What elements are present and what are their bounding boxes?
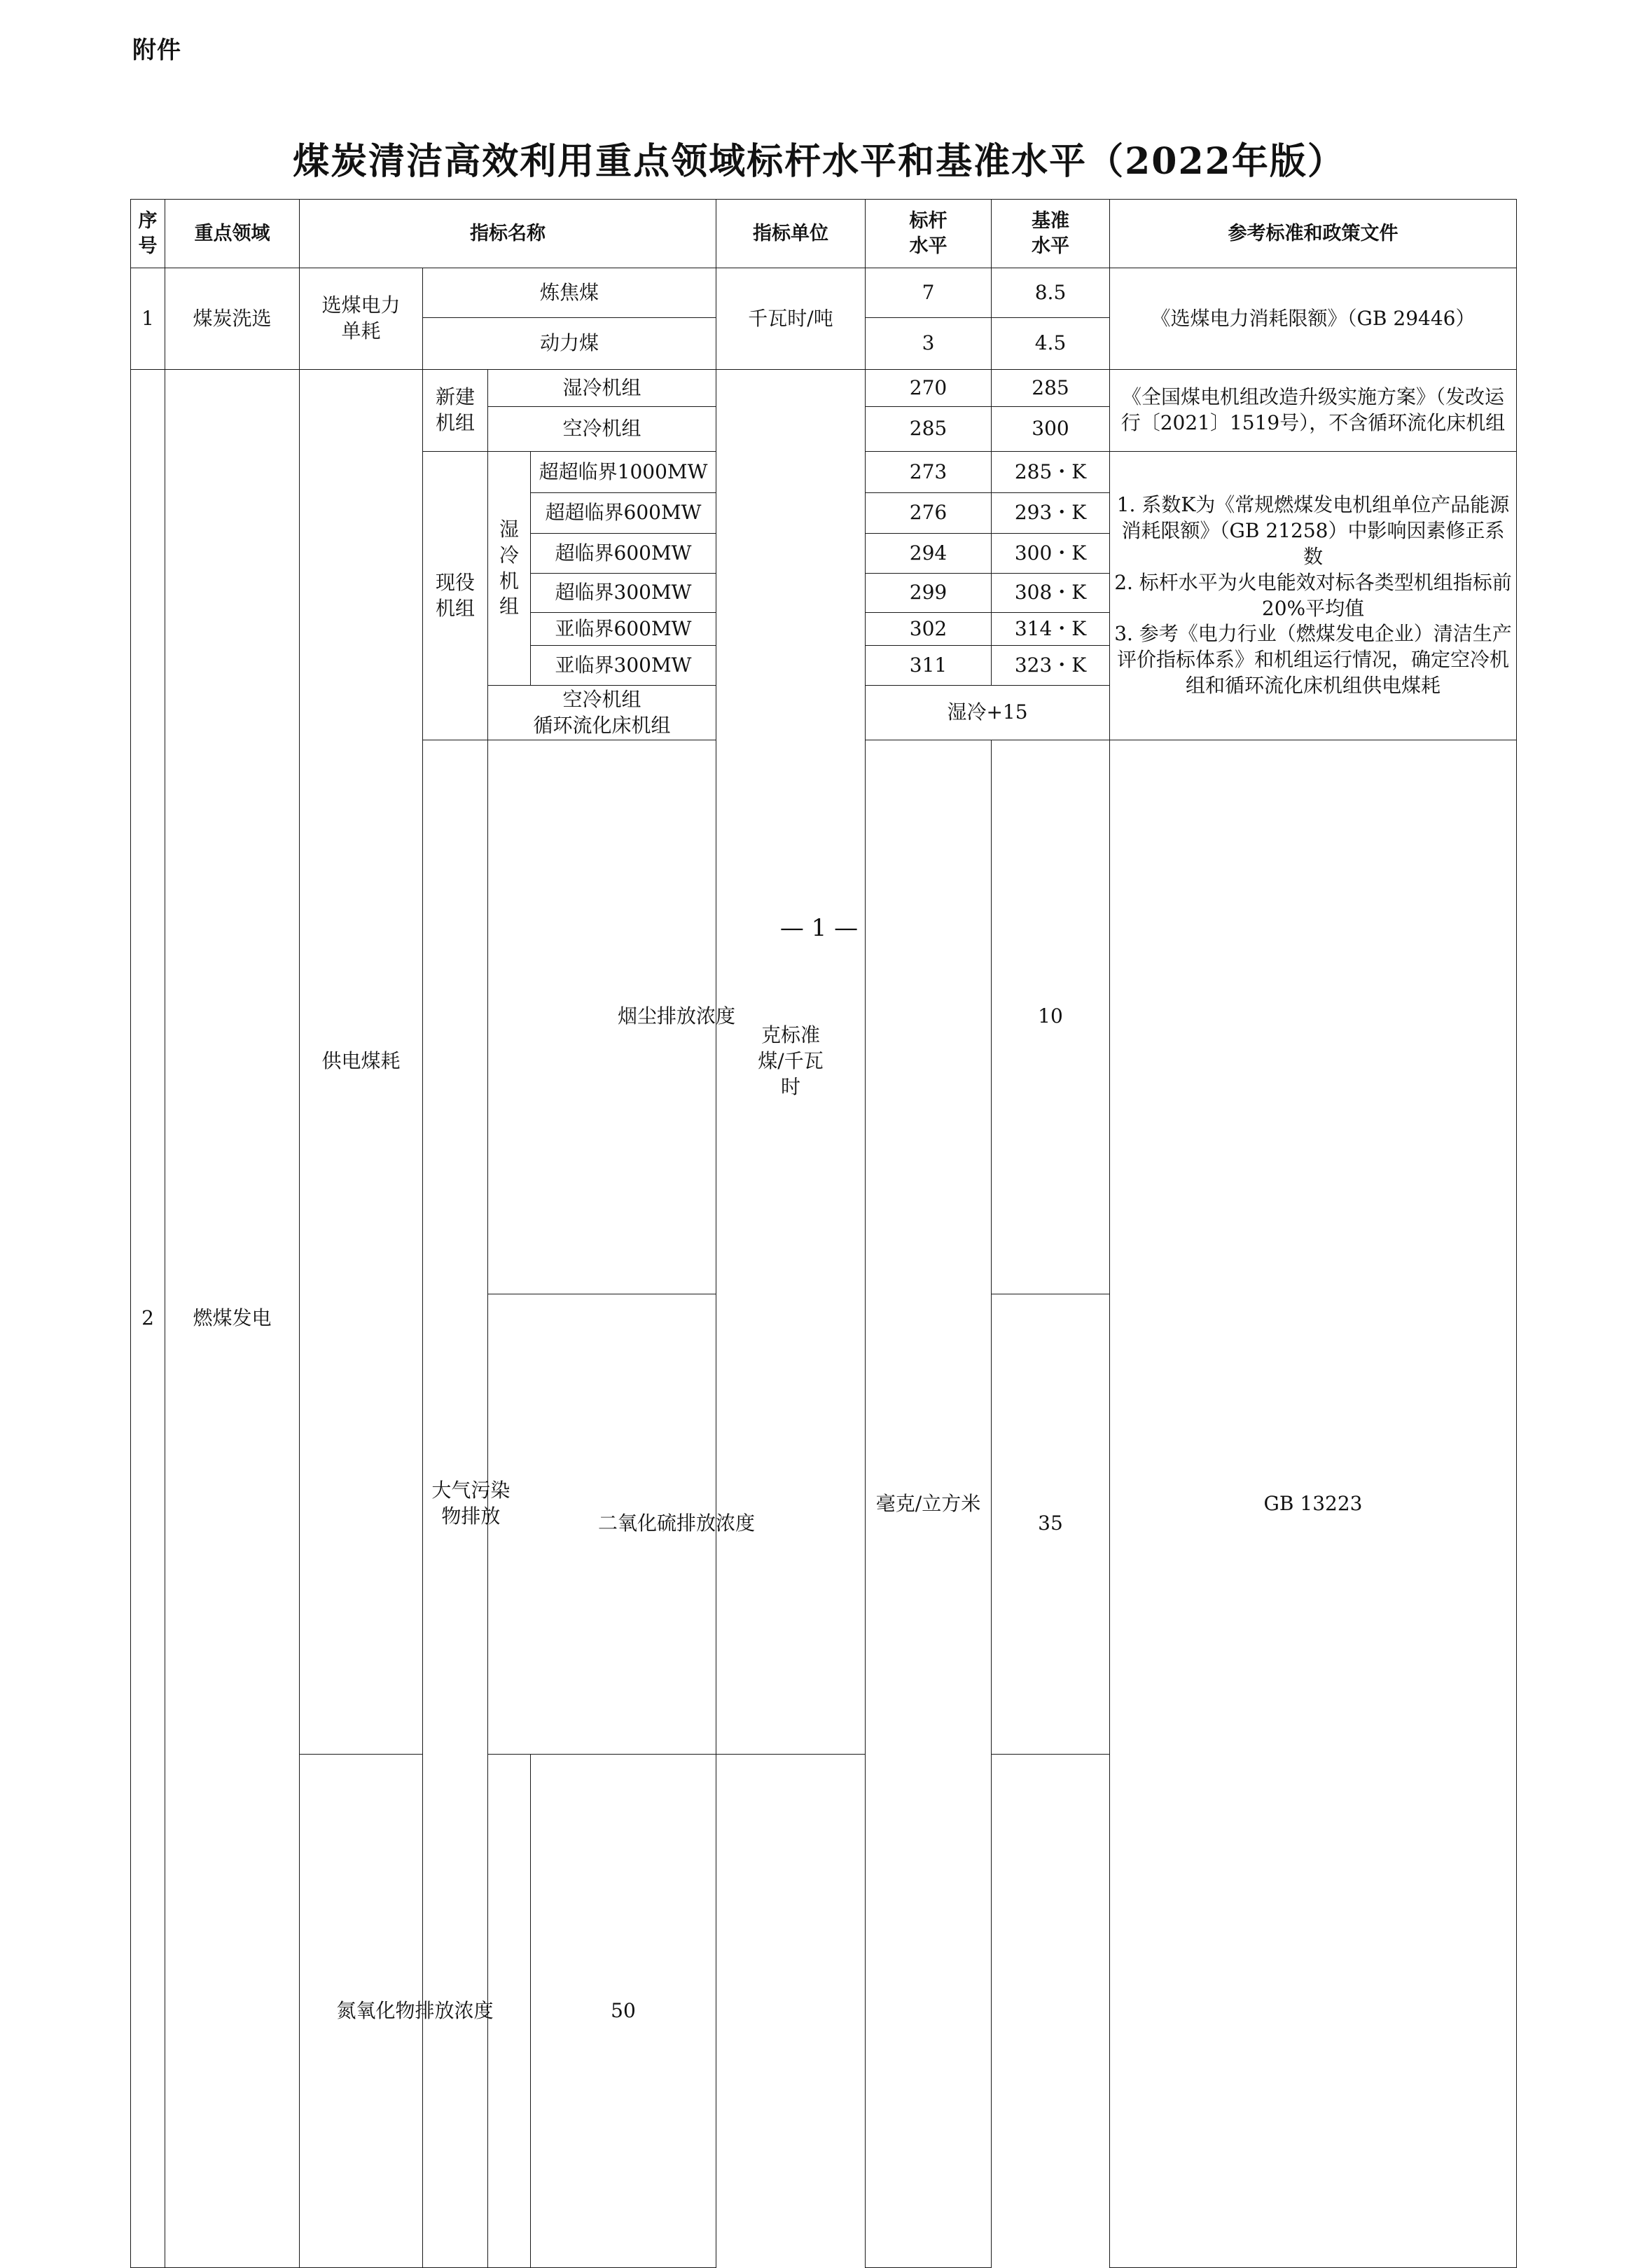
header-benchmark: 标杆水平	[866, 200, 992, 268]
indicator-sub-cell: 超临界600MW	[531, 534, 716, 574]
indicator-cell: 大气污染物排放	[423, 740, 488, 2268]
unit-cell: 毫克/立方米	[866, 740, 992, 2268]
benchmark-cell: 10	[992, 740, 1110, 1294]
reference-cell: 《选煤电力消耗限额》（GB 29446）	[1110, 268, 1517, 370]
indicator-sub-cell: 亚临界300MW	[531, 646, 716, 686]
seq-cell: 2	[131, 370, 165, 2268]
benchmark-cell: 270	[866, 370, 992, 407]
benchmark-cell: 299	[866, 574, 992, 613]
benchmark-cell: 285	[866, 407, 992, 452]
merged-value-cell: 湿冷+15	[866, 686, 1110, 740]
baseline-cell: 8.5	[992, 268, 1110, 318]
header-indicator-name: 指标名称	[300, 200, 716, 268]
header-domain: 重点领域	[165, 200, 300, 268]
benchmark-cell: 35	[992, 1294, 1110, 1754]
baseline-cell: 285・K	[992, 452, 1110, 493]
indicator-sub-cell: 亚临界600MW	[531, 613, 716, 646]
baseline-cell: 293・K	[992, 493, 1110, 534]
indicator-sub-cell: 湿冷机组	[488, 370, 716, 407]
benchmark-cell: 302	[866, 613, 992, 646]
new-units-group-cell: 新建机组	[423, 370, 488, 452]
benchmark-cell: 50	[531, 1754, 716, 2267]
table-row	[131, 370, 1517, 407]
reference-cell: 1. 系数K为《常规燃煤发电机组单位产品能源消耗限额》（GB 21258）中影响因素修正系数 2. 标杆水平为火电能效对标各类型机组指标前20%平均值 3. 参考《电力行业（燃煤发电企业）清洁生产评价指标体系》和机组运行情况，确定空冷机组和循环流化床机组供电煤耗	[1110, 452, 1517, 740]
baseline-cell: 4.5	[992, 318, 1110, 370]
seq-cell: 1	[131, 268, 165, 370]
benchmark-cell: 276	[866, 493, 992, 534]
unit-cell: 克标准煤/千瓦时	[716, 370, 866, 1755]
page-number: — 1 —	[779, 914, 859, 942]
table-header-row	[131, 200, 1517, 268]
baseline-cell: 285	[992, 370, 1110, 407]
header-seq: 序号	[131, 200, 165, 268]
baseline-cell: 314・K	[992, 613, 1110, 646]
baseline-cell: 323・K	[992, 646, 1110, 686]
header-reference: 参考标准和政策文件	[1110, 200, 1517, 268]
unit-cell: 千瓦时/吨	[716, 268, 866, 370]
baseline-cell: 300・K	[992, 534, 1110, 574]
benchmark-table	[130, 199, 1517, 2268]
domain-cell: 煤炭洗选	[165, 268, 300, 370]
indicator-sub-cell: 二氧化硫排放浓度	[488, 1294, 866, 1754]
indicator-sub-cell: 超超临界600MW	[531, 493, 716, 534]
indicator-sub-cell: 超超临界1000MW	[531, 452, 716, 493]
baseline-cell: GB 13223	[1110, 740, 1517, 2268]
benchmark-cell: 7	[866, 268, 992, 318]
wet-cooling-group-cell: 湿冷机组	[488, 452, 531, 686]
indicator-sub-cell: 烟尘排放浓度	[488, 740, 866, 1294]
baseline-cell: 308・K	[992, 574, 1110, 613]
indicator-cell: 选煤电力单耗	[300, 268, 423, 370]
indicator-sub-cell: 超临界300MW	[531, 574, 716, 613]
header-unit: 指标单位	[716, 200, 866, 268]
indicator-sub-cell: 动力煤	[423, 318, 716, 370]
benchmark-cell: 311	[866, 646, 992, 686]
header-baseline: 基准水平	[992, 200, 1110, 268]
document-title: 煤炭清洁高效利用重点领域标杆水平和基准水平（2022年版）	[293, 140, 1345, 183]
table-row	[131, 268, 1517, 318]
attachment-label: 附件	[132, 36, 181, 64]
indicator-sub-cell: 炼焦煤	[423, 268, 716, 318]
indicator-sub-cell: 氮氧化物排放浓度	[300, 1754, 531, 2267]
benchmark-cell: 294	[866, 534, 992, 574]
baseline-cell: 300	[992, 407, 1110, 452]
domain-cell: 燃煤发电	[165, 370, 300, 2268]
existing-units-group-cell: 现役机组	[423, 452, 488, 740]
indicator-sub-cell: 空冷机组 循环流化床机组	[488, 686, 716, 740]
benchmark-cell: 3	[866, 318, 992, 370]
benchmark-cell: 273	[866, 452, 992, 493]
reference-cell: 《全国煤电机组改造升级实施方案》（发改运行〔2021〕1519号），不含循环流化床机组	[1110, 370, 1517, 452]
indicator-cell: 供电煤耗	[300, 370, 423, 1755]
indicator-sub-cell: 空冷机组	[488, 407, 716, 452]
